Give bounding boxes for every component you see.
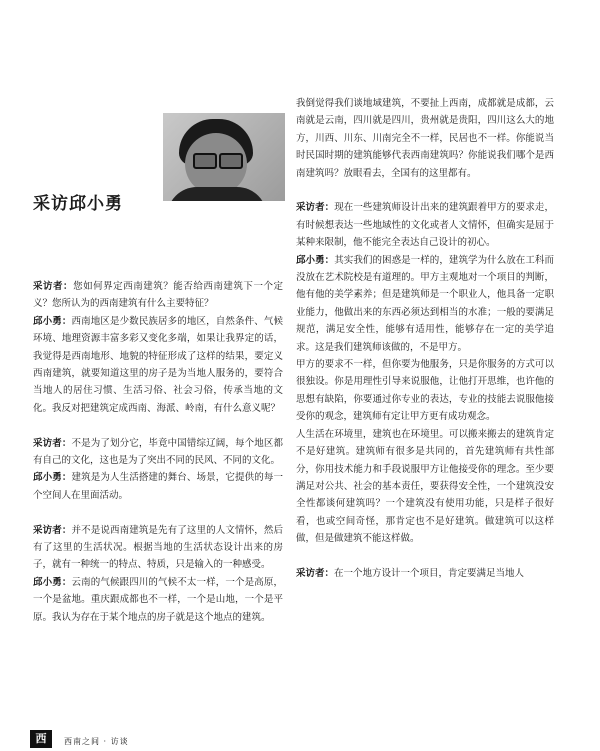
speaker-label: 采访者： [33, 281, 74, 292]
paragraph-text: 云南的气候跟四川的气候不太一样，一个是高原，一个是盆地。重庆跟成都也不一样，一个是山地，一个是平原。我认为存在于某个地点的房子就是这个地点的建筑。 [33, 576, 283, 623]
speaker-label: 采访者： [296, 567, 335, 579]
paragraph-text: 我倒觉得我们谈地域建筑，不要扯上西南，成都就是成都，云南就是云南，四川就是四川，贵州就是贵阳，四川这么大的地方，川西、川东、川南完全不一样，民居也不一样。你能说当时民国时期的建筑能够代表西南建筑吗？你能说我们哪个是西南建筑吗？放眼看去，全国有的这里都有。 [296, 98, 554, 179]
paragraph-text: 其实我们的困惑是一样的，建筑学为什么放在工科而没放在艺术院校是有道理的。甲方主观地对一个项目的判断，他有他的美学素养；但是建筑师是一个职业人，他具备一定职业能力，他做出来的东西必须达到相当的水准；一般的要满足规范，满足安全性，能够有适用性，能够存在一定的美学追求。这是我们建筑师该做的，不是甲方。 [296, 254, 554, 353]
speaker-label: 邱小勇： [33, 315, 72, 327]
paragraph [33, 313, 283, 417]
speaker-label: 邱小勇： [296, 254, 335, 266]
article-title: 采访邱小勇 [33, 194, 123, 214]
paragraph [296, 356, 554, 426]
paragraph [33, 435, 283, 470]
paragraph [296, 95, 554, 182]
paragraph-text: 甲方的要求不一样，但你要为他服务，只是你服务的方式可以很独设。你是用理性引导来说服他，让他打开思维，也许他的思想有缺陷，你要通过你专业的表达，专业的技能去说服他接受你的观念，建筑师有定让甲方更有成功观念。 [296, 359, 554, 423]
speaker-label: 邱小勇： [33, 576, 72, 588]
paragraph [33, 278, 283, 313]
paragraph-text: 人生活在环境里，建筑也在环境里。可以搬来搬去的建筑肯定不是好建筑。建筑师有很多是共同的，首先建筑师有共性部分，你用技术能力和手段说服甲方让他接受你的理念。至少要满足对公共、社会的基本责任，要获得安全性，一个建筑没安全性都谈何建筑吗？一个建筑没有使用功能，只是样子很好看，也或空间奇怪，那肯定也不是好建筑。做建筑可以这样做，但是做建筑不能这样做。 [296, 428, 554, 545]
paragraph [296, 252, 554, 356]
paragraph-text: 不是为了划分它，毕竟中国错综辽阔，每个地区都有自己的文化，这也是为了突出不同的民风、不同的文化。 [33, 437, 283, 467]
paragraph-text: 现在一些建筑师设计出来的建筑跟着甲方的要求走，有时候想表达一些地域性的文化或者人文情怀，但确实是屈于某种来限制，他不能完全表达自己设计的初心。 [296, 202, 554, 249]
interviewee-photo [163, 113, 285, 201]
speaker-label: 采访者： [296, 202, 335, 214]
right-column [296, 95, 554, 582]
footer-logo-icon: 西 [30, 730, 52, 748]
paragraph-text: 在一个地方设计一个项目，肯定要满足当地人 [334, 567, 525, 579]
paragraph [33, 469, 283, 504]
footer-section-label: 西南之间 · 访谈 [64, 737, 129, 746]
speaker-label: 采访者： [33, 524, 72, 536]
paragraph [296, 426, 554, 548]
speaker-label: 采访者： [33, 437, 72, 449]
paragraph [33, 522, 283, 574]
speaker-label: 邱小勇： [33, 472, 72, 484]
paragraph [33, 574, 283, 626]
paragraph-text: 并不是说西南建筑是先有了这里的人文情怀，然后有了这里的生活状况。根据当地的生活状态设计出来的房子，就有一种统一的特点、特质，只是输入的一种感受。 [33, 524, 283, 571]
paragraph-text: 建筑是为人生活搭建的舞台、场景，它提供的每一个空间人在里面活动。 [33, 472, 283, 501]
paragraph-text: 您如何界定西南建筑？能否给西南建筑下一个定义？您所认为的西南建筑有什么主要特征？ [33, 281, 283, 310]
left-column [33, 278, 283, 626]
paragraph [296, 565, 554, 582]
paragraph [296, 199, 554, 251]
paragraph-text: 西南地区是少数民族居多的地区，自然条件、气候环境、地理资源丰富多彩又变化多端，如果让我界定的话，我觉得是西南地形、地貌的特征形成了这样的结果，要定义西南建筑，就要知道这里的房子是为当地人服务的，要符合当地人的居住习惯、生活习俗、社会习俗，传承当地的文化。我反对把建筑定成西南、海派、岭南，有什么意义呢？ [33, 315, 283, 414]
